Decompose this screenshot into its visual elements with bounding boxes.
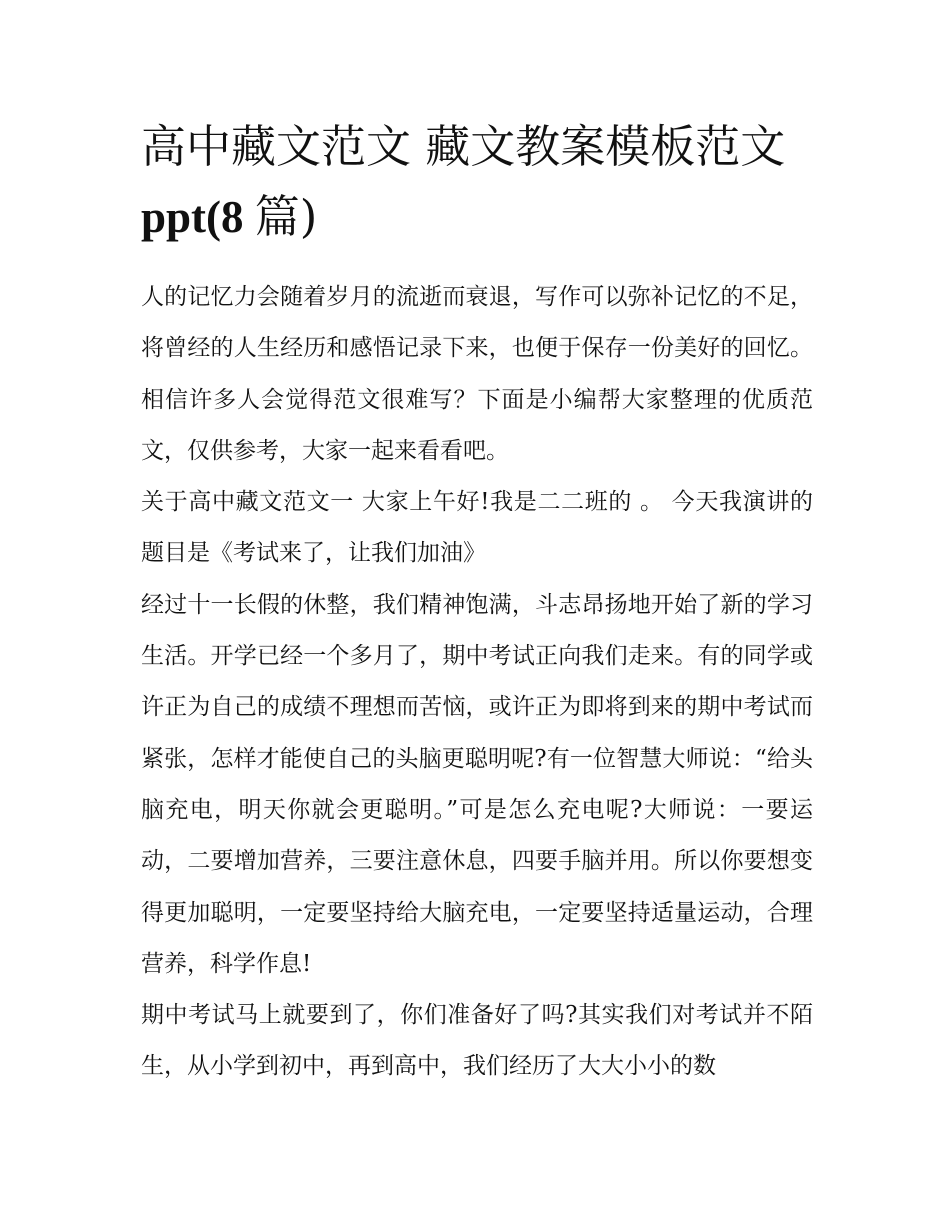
title-text-part3: 篇) bbox=[254, 190, 318, 243]
intro-paragraph: 人的记忆力会随着岁月的流逝而衰退，写作可以弥补记忆的不足，将曾经的人生经历和感悟记录下来，也便于保存一份美好的回忆。相信许多人会觉得范文很难写？下面是小编帮大家整理的优质范文，仅供参考，大家一起来看看吧。 bbox=[141, 284, 813, 464]
title-text-part1: 高中藏文范文 藏文教案模板范文 bbox=[141, 120, 786, 173]
title-text-part2: ppt(8 bbox=[141, 192, 255, 242]
document-title bbox=[141, 112, 813, 252]
document-body bbox=[141, 112, 813, 1093]
exam-paragraph: 期中考试马上就要到了，你们准备好了吗?其实我们对考试并不陌生，从小学到初中，再到高中，我们经历了大大小小的数 bbox=[141, 1002, 813, 1080]
speech-intro-paragraph: 关于高中藏文范文一 大家上午好!我是二二班的 。 今天我演讲的题目是《考试来了，让我们加油》 bbox=[141, 489, 813, 567]
body-paragraph: 经过十一长假的休整，我们精神饱满，斗志昂扬地开始了新的学习生活。开学已经一个多月了，期中考试正向我们走来。有的同学或许正为自己的成绩不理想而苦恼，或许正为即将到来的期中考试而紧张，怎样才能使自己的头脑更聪明呢?有一位智慧大师说：“给头脑充电，明天你就会更聪明。”可是怎么充电呢?大师说：一要运动，二要增加营养，三要注意休息，四要手脑并用。所以你要想变得更加聪明，一定要坚持给大脑充电，一定要坚持适量运动，合理营养，科学作息! bbox=[141, 591, 813, 977]
